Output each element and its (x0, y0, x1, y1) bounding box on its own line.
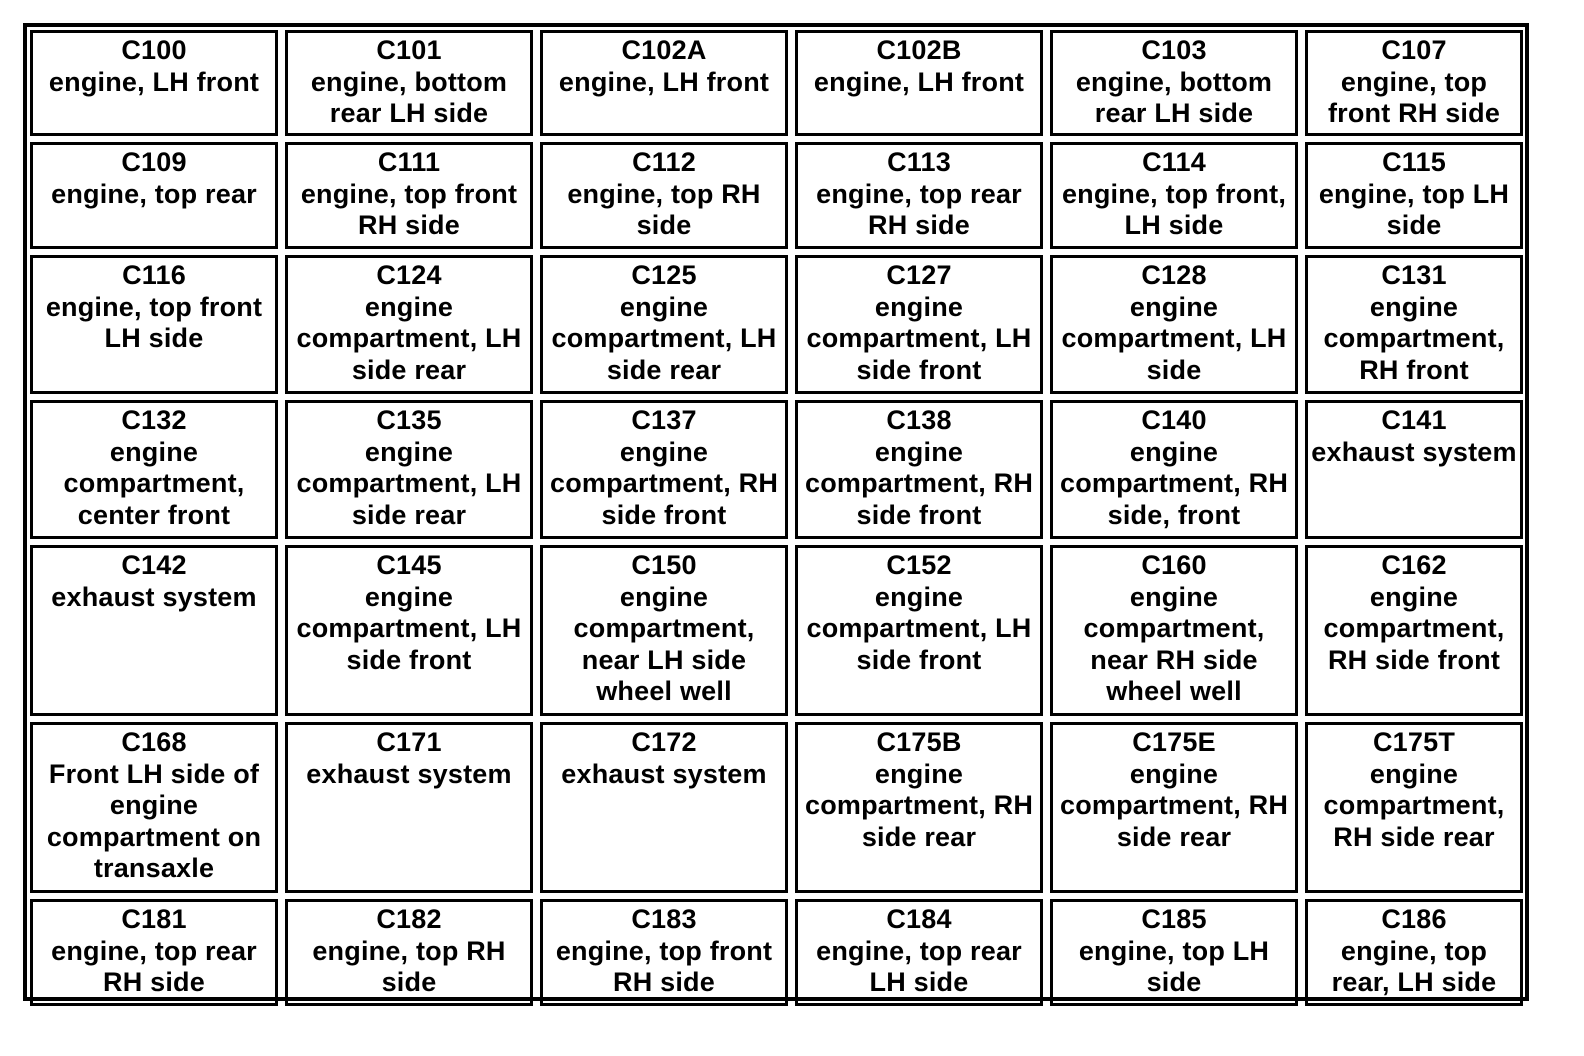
connector-cell (540, 255, 788, 394)
connector-cell (540, 142, 788, 249)
connector-cell (1305, 400, 1523, 539)
connector-cell (540, 400, 788, 539)
connector-cell (1050, 142, 1298, 249)
connector-location: engine compartment, LH side (1061, 291, 1287, 385)
connector-location: engine, top front RH side (1327, 66, 1501, 128)
connector-cell (540, 899, 788, 1006)
connector-location: engine compartment, LH side front (806, 581, 1032, 675)
connector-location: engine, LH front (558, 66, 770, 97)
table-row (30, 545, 1523, 716)
connector-cell (30, 30, 278, 136)
connector-code: C135 (376, 405, 442, 435)
connector-code: C116 (122, 260, 186, 290)
connector-location: engine, LH front (813, 66, 1025, 97)
connector-cell (1305, 899, 1523, 1006)
connector-location: engine compartment, LH side rear (296, 291, 522, 385)
connector-code: C125 (631, 260, 697, 290)
connector-cell (795, 899, 1043, 1006)
connector-cell (540, 722, 788, 893)
connector-cell (795, 722, 1043, 893)
connector-location: engine, top RH side (312, 935, 506, 997)
connector-code: C171 (376, 727, 442, 757)
connector-code: C102A (621, 35, 707, 65)
connector-code: C175B (876, 727, 962, 757)
connector-code: C100 (121, 35, 187, 65)
connector-cell (1305, 545, 1523, 716)
connector-code: C138 (886, 405, 952, 435)
connector-cell (285, 722, 533, 893)
connector-code: C145 (376, 550, 442, 580)
connector-location: engine, bottom rear LH side (310, 66, 508, 128)
connector-cell (1305, 142, 1523, 249)
connector-location: engine, top LH side (1078, 935, 1270, 997)
connector-cell (30, 899, 278, 1006)
connector-location: engine, top front, LH side (1061, 178, 1287, 240)
connector-location: exhaust system (561, 758, 767, 789)
connector-location: engine compartment, center front (63, 436, 245, 530)
connector-cell (285, 899, 533, 1006)
connector-code: C160 (1141, 550, 1207, 580)
connector-location: engine compartment, RH side front (804, 436, 1034, 530)
connector-location: engine, top rear RH side (816, 178, 1022, 240)
connector-code: C103 (1141, 35, 1207, 65)
connector-code: C111 (377, 147, 441, 177)
connector-cell (1050, 255, 1298, 394)
connector-location: engine, LH front (48, 66, 260, 97)
connector-location: engine, top rear RH side (51, 935, 257, 997)
table-row (30, 30, 1523, 136)
connector-code: C137 (631, 405, 697, 435)
connector-location: engine compartment, RH side rear (804, 758, 1034, 852)
connector-location: engine compartment, RH side front (549, 436, 779, 530)
connector-location: engine, top LH side (1318, 178, 1510, 240)
connector-code: C102B (876, 35, 962, 65)
table-row (30, 255, 1523, 394)
connector-code: C115 (1382, 147, 1446, 177)
connector-code: C109 (121, 147, 187, 177)
connector-cell (1305, 255, 1523, 394)
table-row (30, 722, 1523, 893)
connector-code: C127 (886, 260, 952, 290)
connector-code: C101 (376, 35, 442, 65)
connector-location: engine, top RH side (567, 178, 761, 240)
connector-code: C162 (1381, 550, 1447, 580)
connector-code: C183 (631, 904, 697, 934)
connector-code: C184 (886, 904, 952, 934)
connector-cell (795, 30, 1043, 136)
table-row (30, 400, 1523, 539)
connector-location: exhaust system (1311, 436, 1517, 467)
connector-code: C172 (631, 727, 697, 757)
connector-cell (30, 545, 278, 716)
connector-cell (285, 255, 533, 394)
connector-location: engine compartment, LH side front (296, 581, 522, 675)
connector-location: engine compartment, LH side rear (296, 436, 522, 530)
connector-cell (1305, 30, 1523, 136)
connector-cell (795, 400, 1043, 539)
connector-location: engine compartment, RH side, front (1059, 436, 1289, 530)
connector-cell (1305, 722, 1523, 893)
connector-cell (30, 400, 278, 539)
connector-code: C175E (1132, 727, 1216, 757)
connector-code: C131 (1381, 260, 1447, 290)
connector-code: C181 (121, 904, 187, 934)
connector-code: C128 (1141, 260, 1207, 290)
connector-cell (795, 142, 1043, 249)
connector-location: engine compartment, LH side front (806, 291, 1032, 385)
connector-location-table (23, 23, 1529, 1001)
connector-location: engine, top front LH side (45, 291, 263, 353)
connector-code: C186 (1381, 904, 1447, 934)
connector-location: engine compartment, RH front (1323, 291, 1505, 385)
connector-code: C140 (1141, 405, 1207, 435)
connector-location: engine compartment, RH side front (1323, 581, 1505, 675)
connector-code: C107 (1381, 35, 1447, 65)
connector-cell (1050, 400, 1298, 539)
table-row (30, 899, 1523, 1006)
connector-location: engine, top front RH side (300, 178, 518, 240)
connector-cell (1050, 899, 1298, 1006)
connector-code: C112 (632, 147, 696, 177)
connector-location: engine compartment, LH side rear (551, 291, 777, 385)
connector-code: C182 (376, 904, 442, 934)
connector-cell (540, 30, 788, 136)
connector-cell (795, 545, 1043, 716)
connector-code: C168 (121, 727, 187, 757)
connector-cell (285, 545, 533, 716)
connector-location: engine compartment, near RH side wheel well (1083, 581, 1265, 706)
connector-location: engine, top rear, LH side (1331, 935, 1497, 997)
connector-cell (1050, 722, 1298, 893)
connector-cell (30, 722, 278, 893)
connector-code: C152 (886, 550, 952, 580)
connector-location: engine compartment, RH side rear (1059, 758, 1289, 852)
connector-cell (285, 142, 533, 249)
connector-code: C150 (631, 550, 697, 580)
connector-cell (30, 255, 278, 394)
connector-code: C113 (887, 147, 951, 177)
connector-cell (540, 545, 788, 716)
connector-code: C142 (121, 550, 187, 580)
connector-location: engine, top rear LH side (816, 935, 1022, 997)
connector-cell (285, 400, 533, 539)
connector-grid (23, 24, 1530, 1012)
connector-location: engine, bottom rear LH side (1075, 66, 1273, 128)
connector-code: C141 (1381, 405, 1447, 435)
connector-cell (285, 30, 533, 136)
connector-location: exhaust system (306, 758, 512, 789)
connector-location: exhaust system (51, 581, 257, 612)
connector-cell (1050, 30, 1298, 136)
connector-cell (30, 142, 278, 249)
connector-code: C175T (1372, 727, 1456, 757)
connector-code: C132 (121, 405, 187, 435)
connector-location: Front LH side of engine compartment on transaxle (46, 758, 262, 883)
connector-cell (1050, 545, 1298, 716)
connector-code: C114 (1142, 147, 1206, 177)
connector-location: engine, top rear (51, 178, 257, 209)
connector-location: engine compartment, near LH side wheel well (573, 581, 755, 706)
table-row (30, 142, 1523, 249)
connector-code: C185 (1141, 904, 1207, 934)
connector-cell (795, 255, 1043, 394)
connector-location: engine, top front RH side (555, 935, 773, 997)
connector-code: C124 (376, 260, 442, 290)
connector-location: engine compartment, RH side rear (1323, 758, 1505, 852)
